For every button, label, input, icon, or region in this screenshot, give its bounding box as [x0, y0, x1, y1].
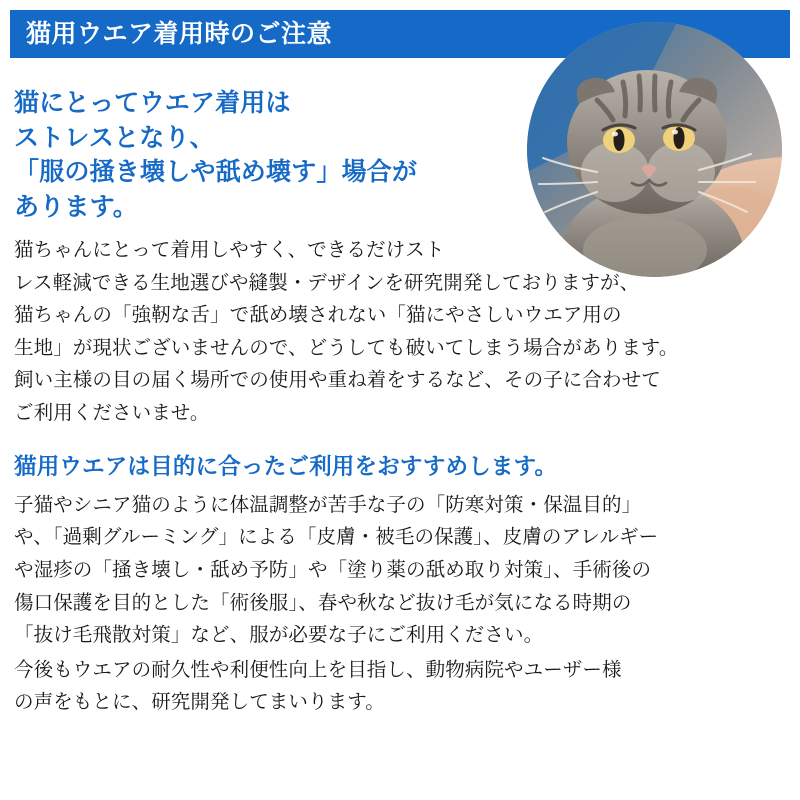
body2-line-2: や、「過剰グルーミング」による「皮膚・被毛の保護」、皮膚のアレルギー [14, 526, 659, 549]
body2-line-3: や湿疹の「掻き壊し・舐め予防」や「塗り薬の舐め取り対策」、手術後の [14, 559, 652, 581]
body2-line-4: 傷口保護を目的とした「術後服」、春や秋など抜け毛が気になる時期の [14, 591, 632, 614]
lead-line-3: 「服の掻き壊しや舐め壊す」場合が [14, 158, 418, 186]
body1-line-4: 生地」が現状ございませんので、どうしても破いてしまう場合があります。 [14, 336, 679, 359]
body3-line-2: の声をもとに、研究開発してまいります。 [14, 691, 385, 714]
body-paragraph-3 [14, 654, 786, 719]
page-title: 猫用ウエア着用時のご注意 [26, 19, 333, 48]
body1-line-2: レス軽減できる生地選びや縫製・デザインを研究開発しておりますが、 [14, 271, 640, 294]
body2-line-1: 子猫やシニア猫のように体温調整が苦手な子の「防寒対策・保温目的」 [14, 493, 642, 516]
section-heading: 猫用ウエアは目的に合ったご利用をおすすめします。 [14, 454, 558, 480]
lead-line-1: 猫にとってウエア着用は [14, 89, 291, 117]
lead-line-4: あります。 [14, 192, 139, 221]
body3-line-1: 今後もウエアの耐久性や利便性向上を目指し、動物病院やユーザー様 [14, 658, 622, 681]
notice-content [14, 86, 786, 719]
body1-line-3: 猫ちゃんの「強靭な舌」で舐め壊されない「猫にやさしいウエア用の [14, 304, 622, 327]
body1-line-1: 猫ちゃんにとって着用しやすく、できるだけスト [14, 239, 445, 261]
body1-line-6: ご利用くださいませ。 [14, 401, 210, 424]
body-paragraph-1 [14, 234, 786, 429]
body1-line-5: 飼い主様の目の届く場所での使用や重ね着をするなど、その子に合わせて [14, 369, 661, 392]
body-paragraph-2 [14, 489, 786, 652]
lead-line-2: ストレスとなり、 [14, 123, 215, 152]
body2-line-5: 「抜け毛飛散対策」など、服が必要な子にご利用ください。 [14, 624, 544, 647]
lead-paragraph [14, 86, 786, 224]
